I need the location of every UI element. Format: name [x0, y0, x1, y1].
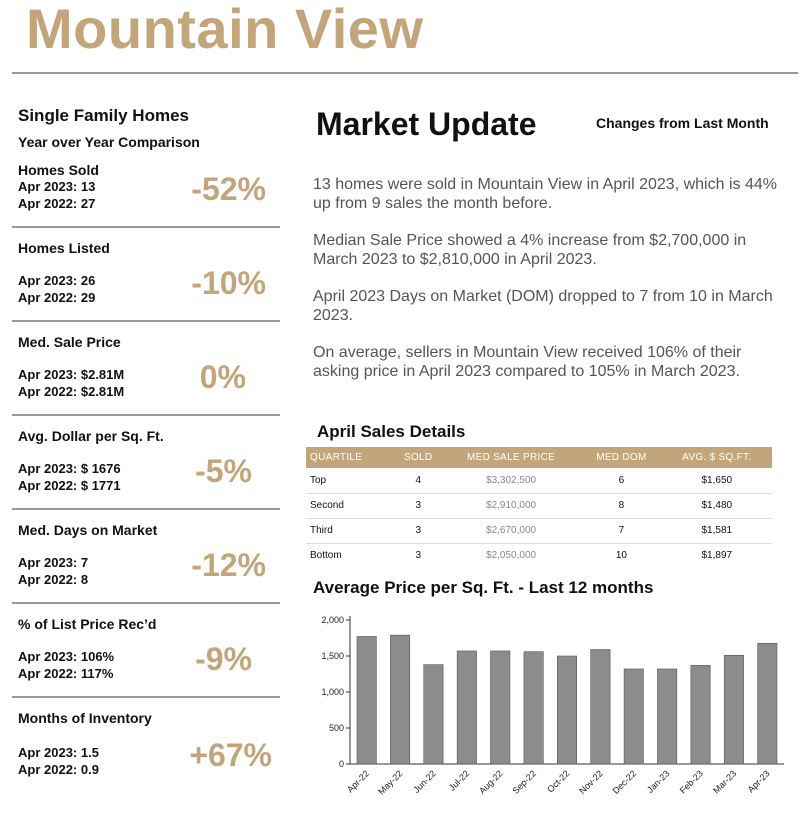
summary-paragraph: 13 homes were sold in Mountain View in April 2023, which is 44% up from 9 sales the month before.	[313, 176, 777, 212]
table-cell: 3	[396, 518, 441, 543]
metric-current: Apr 2023: 13	[18, 179, 96, 194]
table-cell: $2,670,000	[441, 518, 581, 543]
page-title: Mountain View	[26, 0, 424, 60]
summary-paragraph: On average, sellers in Mountain View received 106% of their asking price in April 2023 compared to 105% in March 2023.	[313, 344, 742, 380]
bar	[657, 669, 676, 764]
metric-values	[18, 460, 121, 494]
table-row	[306, 468, 772, 493]
metric-values	[18, 272, 95, 306]
table-cell: 8	[581, 493, 661, 518]
metric-avg-dollar-sqft	[12, 416, 280, 510]
metric-med-sale-price	[12, 322, 280, 416]
table-cell: 3	[396, 493, 441, 518]
y-tick-label: 500	[328, 723, 344, 733]
table-cell: 3	[415, 550, 421, 562]
summary-paragraph: Median Sale Price showed a 4% increase from $2,700,000 in March 2023 to $2,810,000 in April 2023.	[313, 232, 747, 268]
metric-label: Med. Sale Price	[18, 334, 121, 350]
metric-current: Apr 2023: 26	[18, 273, 96, 288]
y-tick-label: 1,000	[321, 687, 344, 697]
metric-list-price-received	[12, 604, 280, 698]
metric-change: -5%	[195, 453, 252, 489]
metric-current: Apr 2023: 7	[18, 555, 89, 570]
x-tick-label: Aug-22	[477, 768, 505, 796]
metric-label: Months of Inventory	[18, 710, 152, 726]
metric-prior: Apr 2022: $2.81M	[18, 384, 125, 399]
metric-change: -9%	[195, 641, 252, 677]
table-cell: Second	[306, 493, 396, 518]
bar	[424, 665, 443, 764]
metric-prior: Apr 2022: 27	[18, 196, 96, 211]
x-tick-label: Nov-22	[577, 768, 605, 796]
metric-prior: Apr 2022: 117%	[18, 666, 114, 681]
sales-details-table	[306, 447, 772, 568]
metric-current: Apr 2023: $2.81M	[18, 367, 125, 382]
bar	[491, 651, 510, 764]
x-tick-label: Dec-22	[610, 768, 639, 796]
metric-label: Med. Days on Market	[18, 522, 158, 538]
x-tick-label: Jan-23	[645, 768, 672, 795]
table-cell: Top	[306, 468, 396, 493]
metric-label: Avg. Dollar per Sq. Ft.	[18, 428, 164, 444]
table-row	[306, 493, 772, 518]
y-tick-label: 2,000	[321, 615, 344, 625]
table-row	[306, 543, 772, 568]
market-summary	[313, 175, 783, 399]
column-header-med-dom: MED DOM	[581, 447, 661, 468]
table-header-row	[306, 447, 772, 468]
metric-homes-listed	[12, 228, 280, 322]
metric-homes-sold	[12, 150, 280, 228]
table-cell: 10	[615, 550, 627, 562]
metric-prior: Apr 2022: 8	[18, 572, 89, 587]
column-header-sold: SOLD	[396, 447, 441, 468]
yoy-comparison-panel	[12, 98, 280, 792]
table-cell: Bottom	[310, 550, 342, 562]
table-row	[306, 518, 772, 543]
metric-prior: Apr 2022: 0.9	[18, 762, 99, 777]
table-cell: 6	[581, 468, 661, 493]
metric-label: % of List Price Rec’d	[18, 616, 157, 632]
metric-values	[18, 744, 99, 778]
bar	[357, 636, 376, 764]
bar	[758, 643, 777, 764]
metric-current: Apr 2023: 106%	[18, 649, 115, 664]
column-header-quartile: QUARTILE	[306, 447, 396, 468]
table-cell: $2,910,000	[441, 493, 581, 518]
x-tick-label: Jul-22	[446, 768, 472, 793]
y-tick-label: 0	[338, 759, 344, 769]
metric-label: Homes Sold	[18, 162, 99, 178]
metric-values	[18, 366, 124, 400]
metric-label: Homes Listed	[18, 240, 110, 256]
x-tick-label: Sep-22	[510, 768, 539, 796]
metric-months-of-inventory	[12, 698, 280, 792]
summary-paragraph: April 2023 Days on Market (DOM) dropped to 7 from 10 in March 2023.	[313, 288, 773, 324]
x-tick-label: Mar-23	[711, 768, 739, 796]
y-tick-label: 1,500	[321, 651, 344, 661]
sales-details-title: April Sales Details	[317, 422, 466, 441]
column-header-med-sale-price: MED SALE PRICE	[441, 447, 581, 468]
left-heading: Single Family Homes	[18, 106, 189, 125]
metric-values	[18, 648, 114, 682]
metric-values	[18, 178, 95, 212]
x-tick-label: Jun-22	[411, 768, 438, 795]
metric-values	[18, 554, 88, 588]
column-header-avg-sqft: AVG. $ SQ.FT.	[662, 447, 772, 468]
table-cell: $1,650	[662, 468, 772, 493]
table-cell: 7	[581, 518, 661, 543]
x-tick-label: Feb-23	[677, 768, 705, 796]
x-tick-label: Apr-23	[745, 768, 772, 795]
metric-prior: Apr 2022: $ 1771	[18, 478, 121, 493]
bar	[457, 651, 476, 764]
table-cell: $3,302,500	[441, 468, 581, 493]
metric-med-days-on-market	[12, 510, 280, 604]
table-cell: $1,581	[662, 518, 772, 543]
left-subheading: Year over Year Comparison	[18, 134, 200, 150]
bar	[557, 656, 576, 764]
changes-from-last-month-label: Changes from Last Month	[596, 115, 769, 131]
metric-change: 0%	[199, 359, 246, 395]
metric-current: Apr 2023: 1.5	[18, 745, 99, 760]
metric-change: -52%	[191, 171, 266, 207]
x-tick-label: Oct-22	[545, 768, 572, 795]
table-cell: $1,480	[662, 493, 772, 518]
chart-title: Average Price per Sq. Ft. - Last 12 months	[313, 578, 654, 597]
metric-change: +67%	[189, 737, 272, 773]
bar	[524, 652, 543, 764]
bar	[624, 669, 643, 764]
title-divider	[12, 72, 798, 74]
table-cell: $2,050,000	[486, 550, 537, 562]
metric-prior: Apr 2022: 29	[18, 290, 96, 305]
market-update-title: Market Update	[316, 106, 537, 142]
table-cell: 4	[396, 468, 441, 493]
metric-current: Apr 2023: $ 1676	[18, 461, 121, 476]
x-tick-label: May-22	[376, 768, 405, 797]
table-cell: Third	[306, 518, 396, 543]
avg-price-per-sqft-chart	[300, 604, 790, 820]
metric-change: -12%	[191, 547, 266, 583]
bar	[691, 665, 710, 764]
metric-change: -10%	[191, 265, 266, 301]
x-tick-label: Apr-22	[344, 768, 372, 795]
bar	[390, 635, 409, 764]
bar	[591, 650, 610, 764]
table-cell: $1,897	[701, 550, 733, 562]
bar	[724, 655, 743, 764]
